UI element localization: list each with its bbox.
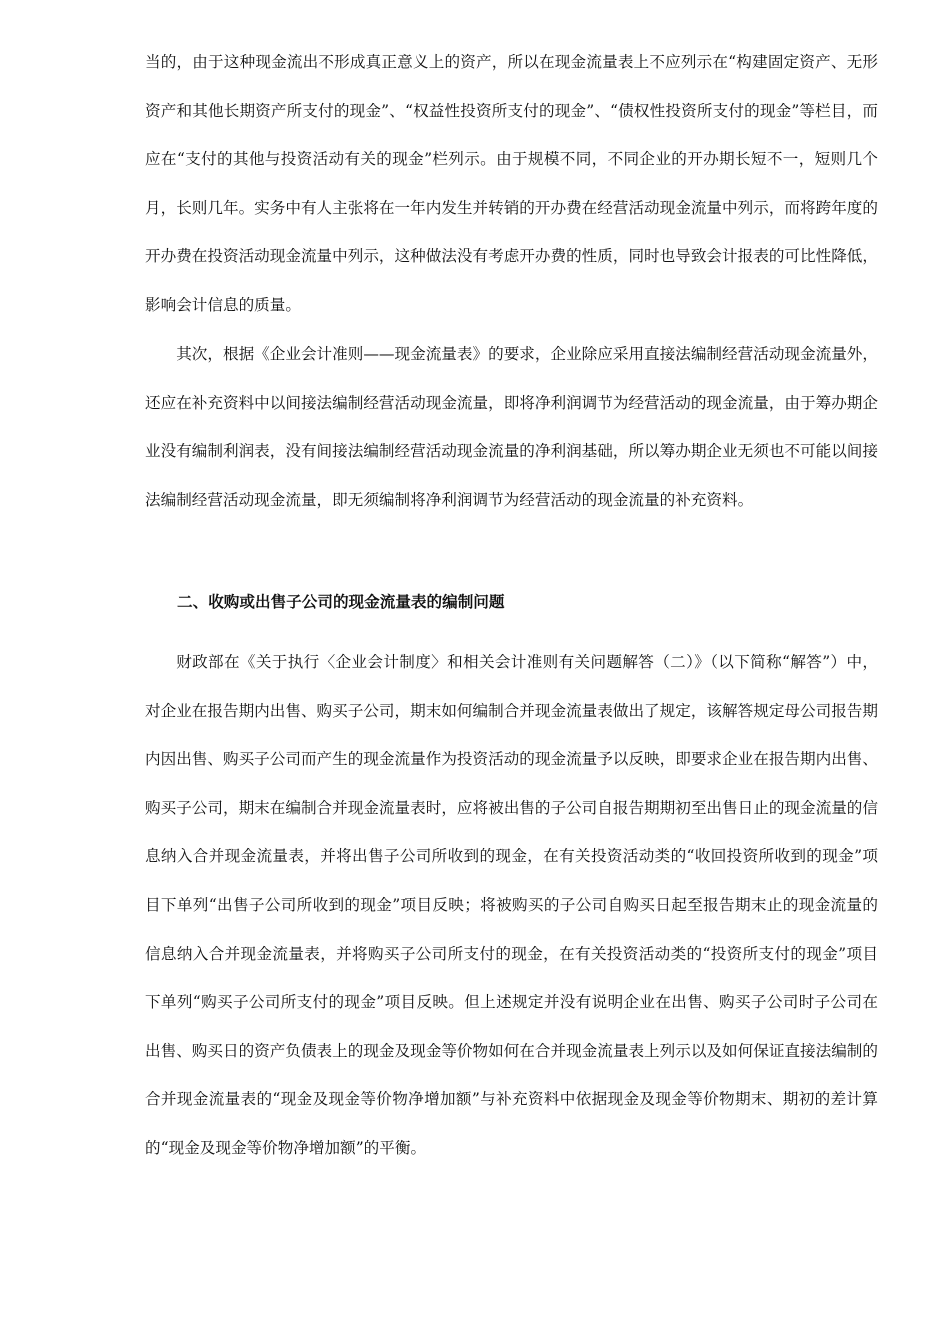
paragraph-subsidiary-cash-flow: 财政部在《关于执行〈企业会计制度〉和相关会计准则有关问题解答（二）》（以下简称“解答”）中，对企业在报告期内出售、购买子公司，期末如何编制合并现金流量表做出了规定，该解答规定母公司报告期内因出售、购买子公司而产生的现金流量作为投资活动的现金流量予以反映，即要求企业在报告期内出售、购买子公司，期末在编制合并现金流量表时，应将被出售的子公司自报告期期初至出售日止的现金流量的信息纳入合并现金流量表，并将出售子公司所收到的现金，在有关投资活动类的“收回投资所收到的现金”项目下单列“出售子公司所收到的现金”项目反映；将被购买的子公司自购买日起至报告期末止的现金流量的信息纳入合并现金流量表，并将购买子公司所支付的现金，在有关投资活动类的“投资所支付的现金”项目下单列“购买子公司所支付的现金”项目反映。但上述规定并没有说明企业在出售、购买子公司时子公司在出售、购买日的资产负债表上的现金及现金等价物如何在合并现金流量表上列示以及如何保证直接法编制的合并现金流量表的“现金及现金等价物净增加额”与补充资料中依据现金及现金等价物期末、期初的差计算的“现金及现金等价物净增加额”的平衡。 xyxy=(145,653,878,1157)
section-heading: 二、收购或出售子公司的现金流量表的编制问题 xyxy=(177,593,505,611)
paragraph-startup-cost-presentation: 当的，由于这种现金流出不形成真正意义上的资产，所以在现金流量表上不应列示在“构建固定资产、无形资产和其他长期资产所支付的现金”、“权益性投资所支付的现金”、“债权性投资所支付的现金”等栏目，而应在“支付的其他与投资活动有关的现金”栏列示。由于规模不同，不同企业的开办期长短不一，短则几个月，长则几年。实务中有人主张将在一年内发生并转销的开办费在经营活动现金流量中列示，而将跨年度的开办费在投资活动现金流量中列示，这种做法没有考虑开办费的性质，同时也导致会计报表的可比性降低，影响会计信息的质量。 xyxy=(145,53,878,314)
paragraph-indirect-method-supplement: 其次，根据《企业会计准则——现金流量表》的要求，企业除应采用直接法编制经营活动现金流量外，还应在补充资料中以间接法编制经营活动现金流量，即将净利润调节为经营活动的现金流量，由于筹办期企业没有编制利润表，没有间接法编制经营活动现金流量的净利润基础，所以筹办期企业无须也不可能以间接法编制经营活动现金流量，即无须编制将净利润调节为经营活动的现金流量的补充资料。 xyxy=(145,345,878,509)
